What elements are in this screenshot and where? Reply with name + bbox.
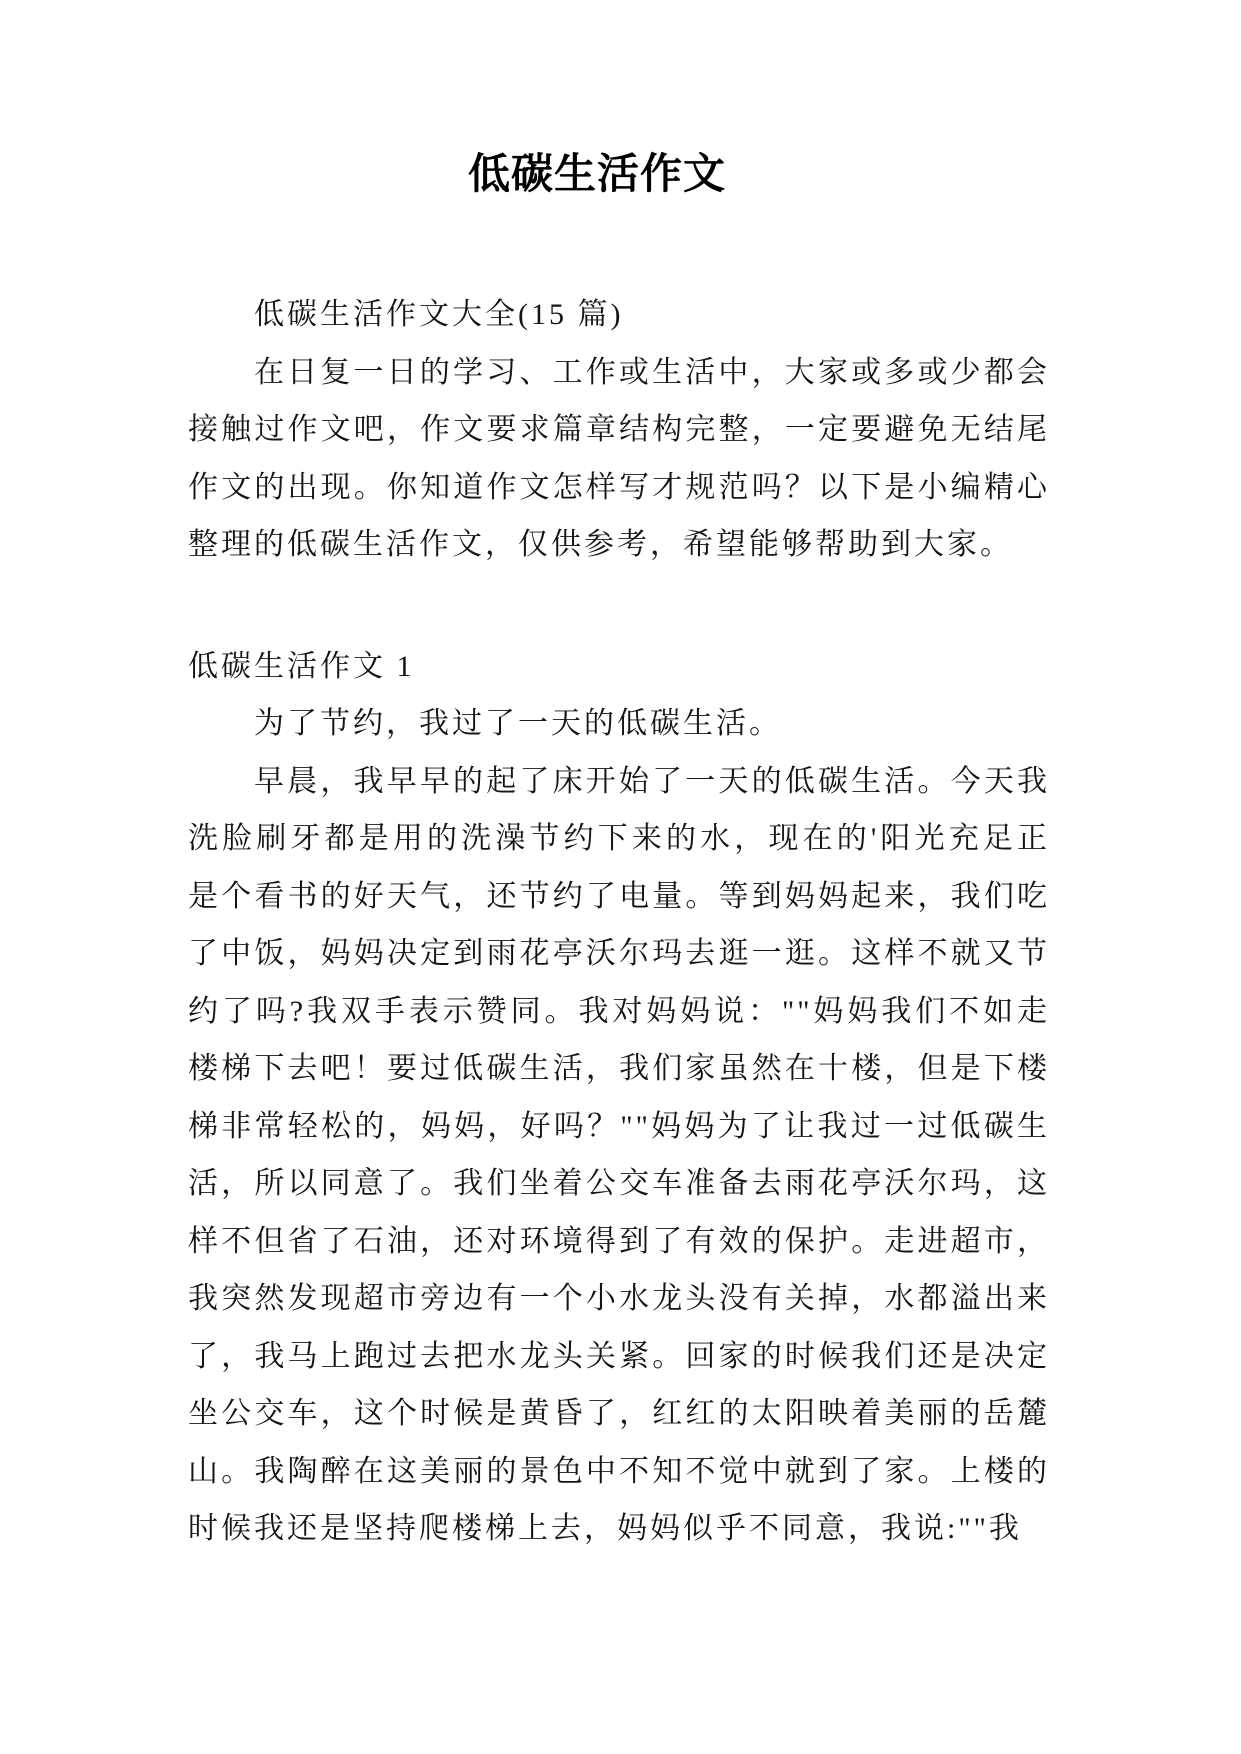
intro-line: 在日复一日的学习、工作或生活中，大家或多或少都会 [254,355,1050,389]
essay-1-body-line: 了中饭，妈妈决定到雨花亭沃尔玛去逛一逛。这样不就又节 [188,937,1050,970]
essay-1-heading: 低碳生活作文 1 [188,649,415,683]
essay-1-opening-line: 为了节约，我过了一天的低碳生活。 [254,707,782,740]
essay-1-body-line: 样不但省了石油，还对环境得到了有效的保护。走进超市， [188,1224,1050,1258]
essay-1-body-line: 约了吗?我双手表示赞同。我对妈妈说：""妈妈我们不如走 [188,994,1050,1028]
essay-1-body-line: 楼梯下去吧！要过低碳生活，我们家虽然在十楼，但是下楼 [188,1052,1050,1085]
essay-1-body-line: 坐公交车，这个时候是黄昏了，红红的太阳映着美丽的岳麓 [188,1397,1050,1430]
essay-1-body-line: 早晨，我早早的起了床开始了一天的低碳生活。今天我 [254,764,1050,798]
essay-1-body-line: 了，我马上跑过去把水龙头关紧。回家的时候我们还是决定 [188,1339,1050,1373]
document-title: 低碳生活作文 [467,152,726,198]
essay-1-body-line: 梯非常轻松的，妈妈，好吗？""妈妈为了让我过一过低碳生 [188,1109,1050,1143]
essay-1-body-line: 活，所以同意了。我们坐着公交车准备去雨花亭沃尔玛，这 [188,1167,1050,1200]
essay-1-body-line: 是个看书的好天气，还节约了电量。等到妈妈起来，我们吃 [188,879,1050,913]
intro-heading: 低碳生活作文大全(15 篇) [254,298,624,331]
intro-line: 接触过作文吧，作文要求篇章结构完整，一定要避免无结尾 [188,413,1050,446]
document-content [188,140,1050,1558]
intro-line: 整理的低碳生活作文，仅供参考，希望能够帮助到大家。 [188,528,1013,561]
essay-1-body-line: 山。我陶醉在这美丽的景色中不知不觉中就到了家。上楼的 [188,1454,1050,1488]
essay-1-body-line: 洗脸刷牙都是用的洗澡节约下来的水，现在的'阳光充足正 [188,822,1050,855]
essay-1-body-line: 我突然发现超市旁边有一个小水龙头没有关掉，水都溢出来 [188,1282,1050,1315]
essay-1-body-line: 时候我还是坚持爬楼梯上去，妈妈似乎不同意，我说:""我 [188,1512,1022,1545]
intro-line: 作文的出现。你知道作文怎样写才规范吗？以下是小编精心 [188,470,1050,504]
